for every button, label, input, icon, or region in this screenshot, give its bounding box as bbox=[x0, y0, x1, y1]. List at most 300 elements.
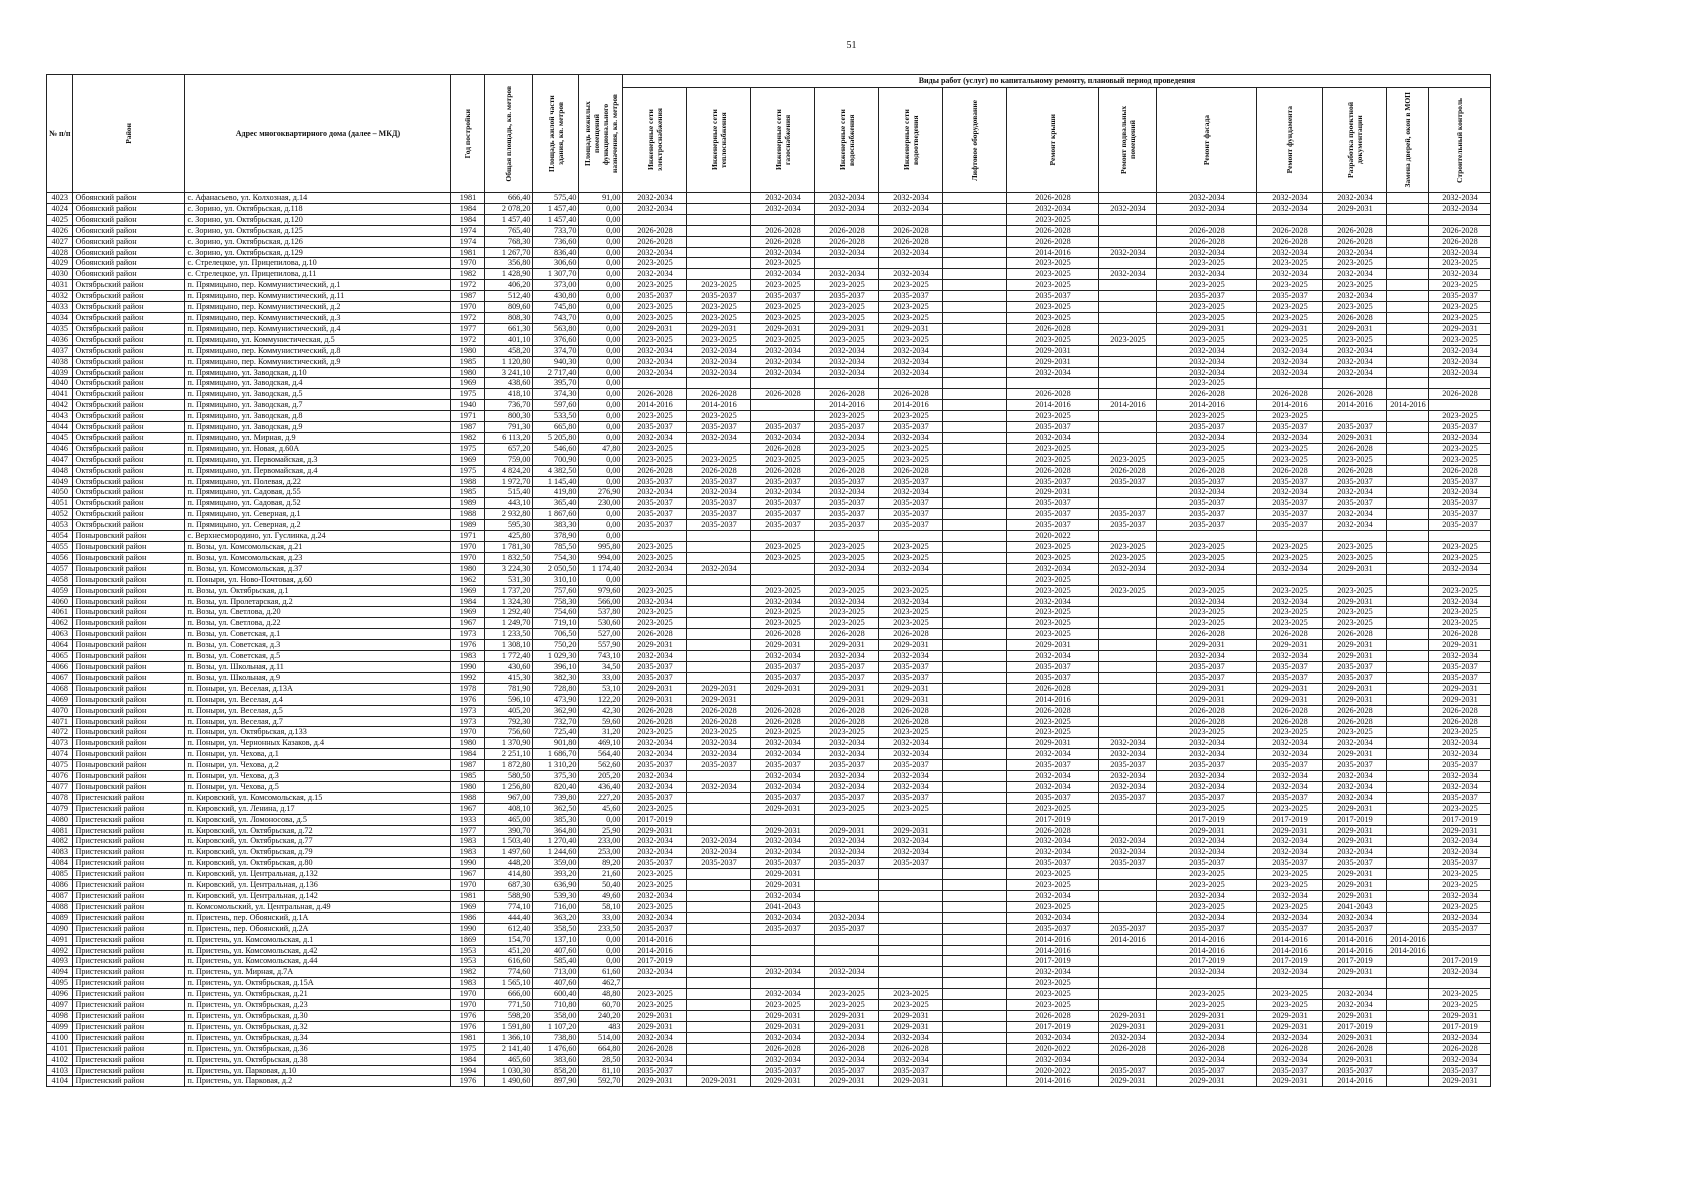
page-number: 51 bbox=[846, 40, 857, 51]
cell-work-period: 2032-2034 bbox=[623, 847, 687, 858]
table-row bbox=[47, 367, 1491, 378]
cell-work-period: 2032-2034 bbox=[1007, 912, 1099, 923]
cell-work-period: 2029-2031 bbox=[751, 683, 815, 694]
cell-living-area: 359,00 bbox=[533, 858, 579, 869]
table-row bbox=[47, 978, 1491, 989]
cell-work-period: 2014-2016 bbox=[1157, 400, 1257, 411]
cell-living-area: 382,30 bbox=[533, 672, 579, 683]
cell-work-period: 2032-2034 bbox=[1099, 847, 1157, 858]
cell-living-area: 750,20 bbox=[533, 640, 579, 651]
cell-work-period bbox=[943, 203, 1007, 214]
cell-work-period: 2023-2025 bbox=[1429, 989, 1491, 1000]
cell-work-period: 2032-2034 bbox=[623, 356, 687, 367]
cell-work-period: 2023-2025 bbox=[1157, 901, 1257, 912]
cell-living-area: 719,10 bbox=[533, 618, 579, 629]
cell-work-period bbox=[1099, 618, 1157, 629]
cell-year: 1970 bbox=[451, 1000, 485, 1011]
cell-total-area: 2 251,10 bbox=[485, 749, 533, 760]
cell-work-period: 2032-2034 bbox=[751, 891, 815, 902]
cell-work-period: 2026-2028 bbox=[1157, 716, 1257, 727]
cell-num: 4035 bbox=[47, 323, 73, 334]
cell-work-period: 2023-2025 bbox=[1157, 454, 1257, 465]
cell-work-period: 2035-2037 bbox=[1099, 923, 1157, 934]
cell-work-period bbox=[943, 825, 1007, 836]
cell-address: п. Возы, ул. Светлова, д.20 bbox=[185, 607, 451, 618]
cell-work-period: 2032-2034 bbox=[751, 345, 815, 356]
cell-num: 4067 bbox=[47, 672, 73, 683]
cell-work-period: 2035-2037 bbox=[623, 498, 687, 509]
cell-work-period bbox=[687, 378, 751, 389]
cell-work-period bbox=[1387, 214, 1429, 225]
cell-living-area: 700,90 bbox=[533, 454, 579, 465]
cell-work-period: 2035-2037 bbox=[1257, 498, 1323, 509]
cell-work-period: 2035-2037 bbox=[879, 291, 943, 302]
cell-work-period bbox=[687, 814, 751, 825]
cell-work-period: 2023-2025 bbox=[623, 411, 687, 422]
cell-work-period: 2035-2037 bbox=[1429, 422, 1491, 433]
cell-work-period: 2035-2037 bbox=[1007, 498, 1099, 509]
cell-work-period: 2023-2025 bbox=[1157, 869, 1257, 880]
cell-work-period: 2032-2034 bbox=[1007, 749, 1099, 760]
cell-year: 1975 bbox=[451, 465, 485, 476]
cell-work-period: 2032-2034 bbox=[623, 487, 687, 498]
cell-work-period: 2023-2025 bbox=[1323, 585, 1387, 596]
cell-work-period bbox=[1099, 705, 1157, 716]
table-row bbox=[47, 334, 1491, 345]
header-total-area: Общая площадь, кв. метров bbox=[485, 75, 533, 193]
cell-year: 1975 bbox=[451, 443, 485, 454]
cell-work-period: 2023-2025 bbox=[751, 618, 815, 629]
cell-work-period: 2035-2037 bbox=[1007, 760, 1099, 771]
cell-work-period bbox=[943, 934, 1007, 945]
cell-nonres-area: 664,80 bbox=[579, 1043, 623, 1054]
cell-work-period: 2014-2016 bbox=[1157, 934, 1257, 945]
cell-address: п. Кировский, ул. Центральная, д.136 bbox=[185, 880, 451, 891]
cell-work-period bbox=[1387, 432, 1429, 443]
cell-num: 4077 bbox=[47, 781, 73, 792]
cell-total-area: 595,30 bbox=[485, 520, 533, 531]
cell-work-period: 2035-2037 bbox=[1157, 422, 1257, 433]
cell-work-period bbox=[879, 214, 943, 225]
cell-address: с. Зорино, ул. Октябрьская, д.125 bbox=[185, 225, 451, 236]
cell-work-period bbox=[943, 531, 1007, 542]
cell-address: п. Пристень, ул. Парковая, д.2 bbox=[185, 1076, 451, 1087]
cell-work-period: 2023-2025 bbox=[687, 280, 751, 291]
cell-work-period: 2032-2034 bbox=[623, 367, 687, 378]
table-row bbox=[47, 607, 1491, 618]
cell-work-period: 2032-2034 bbox=[751, 596, 815, 607]
cell-work-period: 2032-2034 bbox=[1257, 891, 1323, 902]
cell-num: 4045 bbox=[47, 432, 73, 443]
cell-work-period: 2032-2034 bbox=[1007, 596, 1099, 607]
cell-work-period: 2023-2025 bbox=[879, 989, 943, 1000]
cell-district: Обоянский район bbox=[73, 214, 185, 225]
cell-work-period: 2032-2034 bbox=[815, 781, 879, 792]
cell-nonres-area: 0,00 bbox=[579, 476, 623, 487]
cell-work-period: 2023-2025 bbox=[879, 618, 943, 629]
cell-work-period: 2014-2016 bbox=[879, 400, 943, 411]
cell-work-period: 2032-2034 bbox=[687, 738, 751, 749]
cell-work-period: 2023-2025 bbox=[1257, 989, 1323, 1000]
cell-num: 4072 bbox=[47, 727, 73, 738]
cell-work-period: 2029-2031 bbox=[751, 1010, 815, 1021]
cell-work-period: 2029-2031 bbox=[879, 694, 943, 705]
cell-work-period: 2035-2037 bbox=[815, 291, 879, 302]
cell-work-period: 2029-2031 bbox=[1323, 825, 1387, 836]
cell-work-period: 2026-2028 bbox=[1157, 465, 1257, 476]
cell-year: 1984 bbox=[451, 596, 485, 607]
cell-num: 4027 bbox=[47, 236, 73, 247]
cell-work-period bbox=[1099, 214, 1157, 225]
cell-work-period: 2035-2037 bbox=[1429, 498, 1491, 509]
cell-living-area: 393,20 bbox=[533, 869, 579, 880]
cell-work-period bbox=[687, 792, 751, 803]
cell-address: п. Пристень, ул. Комсомольская, д.1 bbox=[185, 934, 451, 945]
cell-address: п. Возы, ул. Октябрьская, д.1 bbox=[185, 585, 451, 596]
cell-num: 4098 bbox=[47, 1010, 73, 1021]
cell-work-period: 2029-2031 bbox=[1429, 640, 1491, 651]
cell-work-period bbox=[1387, 1054, 1429, 1065]
cell-district: Пристенский район bbox=[73, 1021, 185, 1032]
capital-repair-table-wrapper bbox=[46, 74, 1491, 1087]
cell-work-period: 2023-2025 bbox=[1257, 901, 1323, 912]
cell-work-period bbox=[1099, 661, 1157, 672]
cell-work-period bbox=[1387, 258, 1429, 269]
cell-work-period: 2032-2034 bbox=[815, 247, 879, 258]
cell-work-period: 2023-2025 bbox=[623, 989, 687, 1000]
cell-nonres-area: 0,00 bbox=[579, 945, 623, 956]
cell-year: 1977 bbox=[451, 825, 485, 836]
cell-district: Пристенский район bbox=[73, 1054, 185, 1065]
cell-work-period: 2026-2028 bbox=[1007, 225, 1099, 236]
cell-work-period: 2035-2037 bbox=[815, 672, 879, 683]
cell-work-period: 2032-2034 bbox=[687, 836, 751, 847]
cell-work-period: 2035-2037 bbox=[687, 291, 751, 302]
cell-living-area: 546,60 bbox=[533, 443, 579, 454]
cell-living-area: 736,60 bbox=[533, 236, 579, 247]
cell-work-period: 2026-2028 bbox=[1007, 683, 1099, 694]
table-row bbox=[47, 1065, 1491, 1076]
cell-work-period bbox=[943, 880, 1007, 891]
cell-work-period: 2035-2037 bbox=[1257, 509, 1323, 520]
cell-year: 1976 bbox=[451, 640, 485, 651]
cell-work-period: 2035-2037 bbox=[1157, 923, 1257, 934]
cell-work-period: 2026-2028 bbox=[687, 716, 751, 727]
cell-work-period: 2032-2034 bbox=[1007, 1054, 1099, 1065]
table-row bbox=[47, 945, 1491, 956]
cell-work-period: 2023-2025 bbox=[1157, 585, 1257, 596]
cell-district: Октябрьский район bbox=[73, 454, 185, 465]
cell-work-period bbox=[879, 378, 943, 389]
cell-work-period: 2032-2034 bbox=[1323, 487, 1387, 498]
cell-work-period: 2032-2034 bbox=[1323, 792, 1387, 803]
cell-work-period: 2035-2037 bbox=[1157, 661, 1257, 672]
cell-work-period: 2032-2034 bbox=[1323, 509, 1387, 520]
table-row bbox=[47, 552, 1491, 563]
cell-year: 1953 bbox=[451, 945, 485, 956]
cell-work-period bbox=[687, 956, 751, 967]
cell-work-period: 2026-2028 bbox=[815, 1043, 879, 1054]
cell-work-period: 2035-2037 bbox=[623, 661, 687, 672]
cell-work-period: 2029-2031 bbox=[1323, 803, 1387, 814]
cell-num: 4087 bbox=[47, 891, 73, 902]
cell-work-period bbox=[1099, 956, 1157, 967]
cell-work-period: 2014-2016 bbox=[1007, 400, 1099, 411]
cell-work-period: 2032-2034 bbox=[1323, 989, 1387, 1000]
cell-work-period bbox=[943, 258, 1007, 269]
cell-work-period: 2023-2025 bbox=[1429, 411, 1491, 422]
cell-work-period: 2032-2034 bbox=[687, 432, 751, 443]
cell-address: п. Поныри, ул. Веселая, д.7 bbox=[185, 716, 451, 727]
cell-work-period: 2035-2037 bbox=[751, 422, 815, 433]
cell-work-period bbox=[1099, 978, 1157, 989]
cell-work-period: 2035-2037 bbox=[1257, 520, 1323, 531]
cell-work-period: 2023-2025 bbox=[879, 585, 943, 596]
cell-num: 4028 bbox=[47, 247, 73, 258]
cell-work-period bbox=[751, 956, 815, 967]
cell-district: Поныровский район bbox=[73, 596, 185, 607]
cell-work-period bbox=[1387, 629, 1429, 640]
cell-work-period: 2014-2016 bbox=[1007, 694, 1099, 705]
cell-work-period: 2023-2025 bbox=[1429, 280, 1491, 291]
cell-total-area: 415,30 bbox=[485, 672, 533, 683]
cell-work-period bbox=[1099, 825, 1157, 836]
cell-work-period bbox=[1099, 389, 1157, 400]
cell-work-period bbox=[1387, 901, 1429, 912]
cell-work-period: 2023-2025 bbox=[1099, 585, 1157, 596]
cell-living-area: 373,00 bbox=[533, 280, 579, 291]
cell-total-area: 1 457,40 bbox=[485, 214, 533, 225]
cell-nonres-area: 230,00 bbox=[579, 498, 623, 509]
cell-work-period: 2023-2025 bbox=[879, 727, 943, 738]
cell-nonres-area: 1 174,40 bbox=[579, 563, 623, 574]
cell-work-period: 2023-2025 bbox=[1429, 1000, 1491, 1011]
cell-work-period: 2023-2025 bbox=[623, 552, 687, 563]
cell-work-period: 2032-2034 bbox=[815, 269, 879, 280]
cell-work-period: 2032-2034 bbox=[879, 781, 943, 792]
cell-work-period: 2026-2028 bbox=[623, 389, 687, 400]
cell-work-period bbox=[1387, 923, 1429, 934]
cell-work-period bbox=[815, 258, 879, 269]
cell-work-period: 2023-2025 bbox=[1157, 302, 1257, 313]
cell-work-period: 2023-2025 bbox=[815, 618, 879, 629]
cell-work-period: 2023-2025 bbox=[623, 901, 687, 912]
cell-year: 1969 bbox=[451, 585, 485, 596]
cell-work-period bbox=[943, 956, 1007, 967]
table-row bbox=[47, 400, 1491, 411]
cell-total-area: 2 141,40 bbox=[485, 1043, 533, 1054]
table-row bbox=[47, 705, 1491, 716]
cell-work-period: 2014-2016 bbox=[1387, 945, 1429, 956]
cell-work-period bbox=[943, 912, 1007, 923]
cell-work-period: 2023-2025 bbox=[815, 552, 879, 563]
cell-work-period: 2023-2025 bbox=[687, 411, 751, 422]
cell-work-period: 2029-2031 bbox=[815, 640, 879, 651]
cell-work-period: 2032-2034 bbox=[1157, 738, 1257, 749]
table-row bbox=[47, 280, 1491, 291]
cell-year: 1967 bbox=[451, 803, 485, 814]
cell-total-area: 774,60 bbox=[485, 967, 533, 978]
cell-district: Поныровский район bbox=[73, 618, 185, 629]
cell-work-period: 2026-2028 bbox=[1257, 1043, 1323, 1054]
cell-work-period: 2032-2034 bbox=[623, 345, 687, 356]
table-row bbox=[47, 869, 1491, 880]
cell-living-area: 378,90 bbox=[533, 531, 579, 542]
cell-work-period: 2032-2034 bbox=[1429, 193, 1491, 204]
cell-work-period: 2026-2028 bbox=[1429, 716, 1491, 727]
cell-work-period: 2026-2028 bbox=[1007, 193, 1099, 204]
cell-work-period: 2032-2034 bbox=[815, 912, 879, 923]
table-row bbox=[47, 225, 1491, 236]
cell-work-period: 2032-2034 bbox=[1429, 1032, 1491, 1043]
cell-work-period: 2032-2034 bbox=[751, 203, 815, 214]
table-row bbox=[47, 760, 1491, 771]
cell-nonres-area: 49,60 bbox=[579, 891, 623, 902]
cell-work-period: 2014-2016 bbox=[815, 400, 879, 411]
cell-work-period: 2035-2037 bbox=[815, 792, 879, 803]
cell-living-area: 1 307,70 bbox=[533, 269, 579, 280]
cell-address: п. Кировский, ул. Центральная, д.142 bbox=[185, 891, 451, 902]
cell-work-period: 2023-2025 bbox=[1007, 552, 1099, 563]
cell-address: п. Возы, ул. Пролетарская, д.2 bbox=[185, 596, 451, 607]
cell-work-period bbox=[1387, 1021, 1429, 1032]
cell-work-period: 2032-2034 bbox=[879, 1032, 943, 1043]
cell-work-period: 2032-2034 bbox=[1157, 432, 1257, 443]
cell-work-period bbox=[1387, 858, 1429, 869]
cell-work-period: 2035-2037 bbox=[879, 858, 943, 869]
cell-nonres-area: 0,00 bbox=[579, 302, 623, 313]
cell-work-period: 2035-2037 bbox=[623, 792, 687, 803]
cell-district: Октябрьский район bbox=[73, 520, 185, 531]
cell-work-period: 2023-2025 bbox=[1429, 552, 1491, 563]
cell-work-period: 2029-2031 bbox=[1007, 345, 1099, 356]
cell-work-period bbox=[1099, 574, 1157, 585]
cell-work-period: 2032-2034 bbox=[1257, 269, 1323, 280]
cell-work-period: 2023-2025 bbox=[1323, 302, 1387, 313]
cell-work-period bbox=[1157, 214, 1257, 225]
header-work-5: Лифтовое оборудование bbox=[943, 88, 1007, 193]
cell-work-period bbox=[943, 498, 1007, 509]
cell-work-period: 2023-2025 bbox=[623, 258, 687, 269]
cell-work-period bbox=[943, 672, 1007, 683]
cell-work-period: 2014-2016 bbox=[1007, 247, 1099, 258]
cell-work-period: 2032-2034 bbox=[623, 967, 687, 978]
cell-work-period bbox=[623, 531, 687, 542]
cell-year: 1975 bbox=[451, 389, 485, 400]
cell-work-period: 2032-2034 bbox=[623, 269, 687, 280]
cell-year: 1969 bbox=[451, 454, 485, 465]
cell-total-area: 465,00 bbox=[485, 814, 533, 825]
cell-living-area: 310,10 bbox=[533, 574, 579, 585]
cell-work-period: 2023-2025 bbox=[1323, 607, 1387, 618]
table-row bbox=[47, 193, 1491, 204]
cell-work-period: 2026-2028 bbox=[1007, 389, 1099, 400]
cell-total-area: 425,80 bbox=[485, 531, 533, 542]
cell-work-period: 2023-2025 bbox=[1157, 803, 1257, 814]
cell-work-period: 2032-2034 bbox=[751, 1032, 815, 1043]
cell-num: 4097 bbox=[47, 1000, 73, 1011]
cell-work-period: 2026-2028 bbox=[879, 716, 943, 727]
cell-num: 4079 bbox=[47, 803, 73, 814]
cell-work-period: 2029-2031 bbox=[623, 640, 687, 651]
cell-work-period: 2029-2031 bbox=[1323, 323, 1387, 334]
cell-nonres-area: 537,80 bbox=[579, 607, 623, 618]
cell-year: 1985 bbox=[451, 771, 485, 782]
cell-work-period bbox=[1099, 803, 1157, 814]
cell-work-period: 2035-2037 bbox=[1323, 422, 1387, 433]
cell-num: 4051 bbox=[47, 498, 73, 509]
cell-work-period: 2023-2025 bbox=[623, 454, 687, 465]
cell-work-period: 2023-2025 bbox=[1257, 334, 1323, 345]
cell-living-area: 407,60 bbox=[533, 978, 579, 989]
cell-work-period bbox=[943, 781, 1007, 792]
cell-work-period bbox=[687, 214, 751, 225]
cell-work-period: 2035-2037 bbox=[687, 498, 751, 509]
cell-year: 1972 bbox=[451, 334, 485, 345]
cell-work-period: 2035-2037 bbox=[879, 520, 943, 531]
cell-work-period: 2023-2025 bbox=[623, 312, 687, 323]
cell-work-period: 2026-2028 bbox=[879, 389, 943, 400]
cell-year: 1985 bbox=[451, 487, 485, 498]
cell-work-period bbox=[751, 563, 815, 574]
cell-work-period bbox=[623, 378, 687, 389]
cell-living-area: 376,60 bbox=[533, 334, 579, 345]
cell-work-period: 2032-2034 bbox=[1007, 367, 1099, 378]
cell-work-period bbox=[1323, 531, 1387, 542]
cell-address: п. Прямицыно, пер. Коммунистический, д.2 bbox=[185, 302, 451, 313]
cell-address: п. Пристень, ул. Октябрьская, д.34 bbox=[185, 1032, 451, 1043]
cell-work-period bbox=[943, 345, 1007, 356]
cell-work-period: 2023-2025 bbox=[1007, 629, 1099, 640]
cell-work-period: 2029-2031 bbox=[1323, 749, 1387, 760]
cell-work-period bbox=[943, 225, 1007, 236]
cell-work-period: 2026-2028 bbox=[1157, 236, 1257, 247]
cell-work-period: 2026-2028 bbox=[1323, 465, 1387, 476]
table-row bbox=[47, 1032, 1491, 1043]
cell-nonres-area: 34,50 bbox=[579, 661, 623, 672]
cell-work-period: 2032-2034 bbox=[1099, 749, 1157, 760]
cell-work-period: 2023-2025 bbox=[1157, 880, 1257, 891]
cell-work-period: 2035-2037 bbox=[623, 858, 687, 869]
cell-work-period bbox=[815, 574, 879, 585]
cell-work-period: 2026-2028 bbox=[1007, 705, 1099, 716]
cell-work-period: 2032-2034 bbox=[1099, 738, 1157, 749]
cell-work-period bbox=[1099, 236, 1157, 247]
cell-work-period: 2035-2037 bbox=[623, 760, 687, 771]
cell-work-period: 2032-2034 bbox=[751, 847, 815, 858]
cell-total-area: 154,70 bbox=[485, 934, 533, 945]
cell-work-period: 2035-2037 bbox=[1257, 661, 1323, 672]
cell-living-area: 706,50 bbox=[533, 629, 579, 640]
cell-total-area: 1 233,50 bbox=[485, 629, 533, 640]
cell-work-period: 2035-2037 bbox=[687, 422, 751, 433]
cell-nonres-area: 0,00 bbox=[579, 531, 623, 542]
cell-work-period: 2023-2025 bbox=[1007, 542, 1099, 553]
cell-work-period bbox=[943, 607, 1007, 618]
cell-work-period: 2023-2025 bbox=[1257, 312, 1323, 323]
cell-total-area: 736,70 bbox=[485, 400, 533, 411]
cell-work-period bbox=[1387, 345, 1429, 356]
cell-work-period: 2026-2028 bbox=[751, 1043, 815, 1054]
cell-work-period bbox=[687, 1021, 751, 1032]
cell-living-area: 407,60 bbox=[533, 945, 579, 956]
cell-work-period: 2035-2037 bbox=[1257, 760, 1323, 771]
cell-year: 1983 bbox=[451, 836, 485, 847]
cell-work-period bbox=[1387, 607, 1429, 618]
cell-nonres-area: 0,00 bbox=[579, 934, 623, 945]
cell-work-period bbox=[687, 629, 751, 640]
cell-work-period: 2029-2031 bbox=[879, 825, 943, 836]
